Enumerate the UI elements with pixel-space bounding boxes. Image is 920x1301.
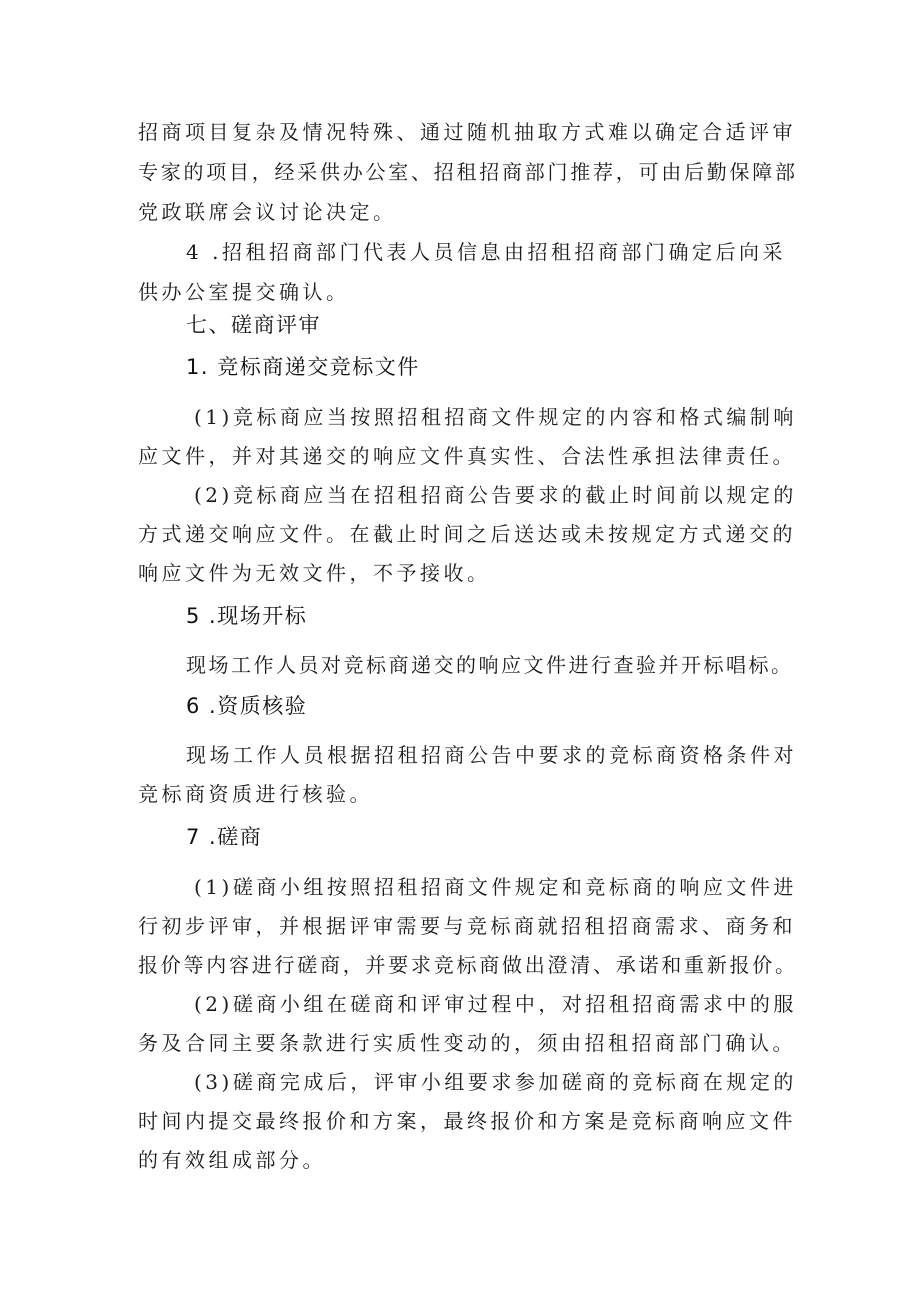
- paragraph-line: 现场工作人员对竞标商递交的响应文件进行查验并开标唱标。: [186, 653, 794, 677]
- subsection-heading: 5 .现场开标: [186, 604, 308, 628]
- paragraph-line: (2)竞标商应当在招租招商公告要求的截止时间前以规定的: [194, 483, 797, 507]
- paragraph-line: (2)磋商小组在磋商和评审过程中，对招租招商需求中的服: [194, 992, 797, 1016]
- paragraph-line: 行初步评审，并根据评审需要与竞标商就招租招商需求、商务和: [138, 914, 796, 938]
- paragraph-line: 务及合同主要条款进行实质性变动的，须由招租招商部门确认。: [138, 1031, 796, 1055]
- paragraph-line: 现场工作人员根据招租招商公告中要求的竞标商资格条件对: [186, 743, 797, 767]
- paragraph-line: 党政联席会议讨论决定。: [138, 200, 397, 224]
- paragraph-line: 时间内提交最终报价和方案，最终报价和方案是竞标商响应文件: [138, 1109, 796, 1133]
- paragraph-line: 应文件，并对其递交的响应文件真实性、合法性承担法律责任。: [138, 444, 796, 468]
- section-heading: 七、磋商评审: [186, 313, 321, 337]
- paragraph-line: 招商项目复杂及情况特殊、通过随机抽取方式难以确定合适评审: [138, 120, 796, 144]
- paragraph-line: 响应文件为无效文件，不予接收。: [138, 561, 491, 585]
- paragraph-line: 的有效组成部分。: [138, 1148, 326, 1172]
- subsection-heading: 6 .资质核验: [186, 694, 308, 718]
- paragraph-line: (3)磋商完成后，评审小组要求参加磋商的竞标商在规定的: [194, 1070, 797, 1094]
- subsection-heading: 7 .磋商: [186, 825, 263, 849]
- paragraph-line: 供办公室提交确认。: [138, 280, 350, 304]
- paragraph-line: (1)竞标商应当按照招租招商文件规定的内容和格式编制响: [194, 405, 797, 429]
- paragraph-line: 方式递交响应文件。在截止时间之后送达或未按规定方式递交的: [138, 522, 796, 546]
- paragraph-line: (1)磋商小组按照招租招商文件规定和竞标商的响应文件进: [194, 875, 797, 899]
- paragraph-line: 竞标商资质进行核验。: [138, 782, 373, 806]
- paragraph-line: 报价等内容进行磋商，并要求竞标商做出澄清、承诺和重新报价。: [138, 953, 798, 977]
- subsection-heading: 1. 竞标商递交竞标文件: [186, 355, 420, 379]
- paragraph-line: 专家的项目，经采供办公室、招租招商部门推荐，可由后勤保障部: [138, 160, 798, 184]
- paragraph-line: 4 .招租招商部门代表人员信息由招租招商部门确定后向采: [186, 240, 786, 264]
